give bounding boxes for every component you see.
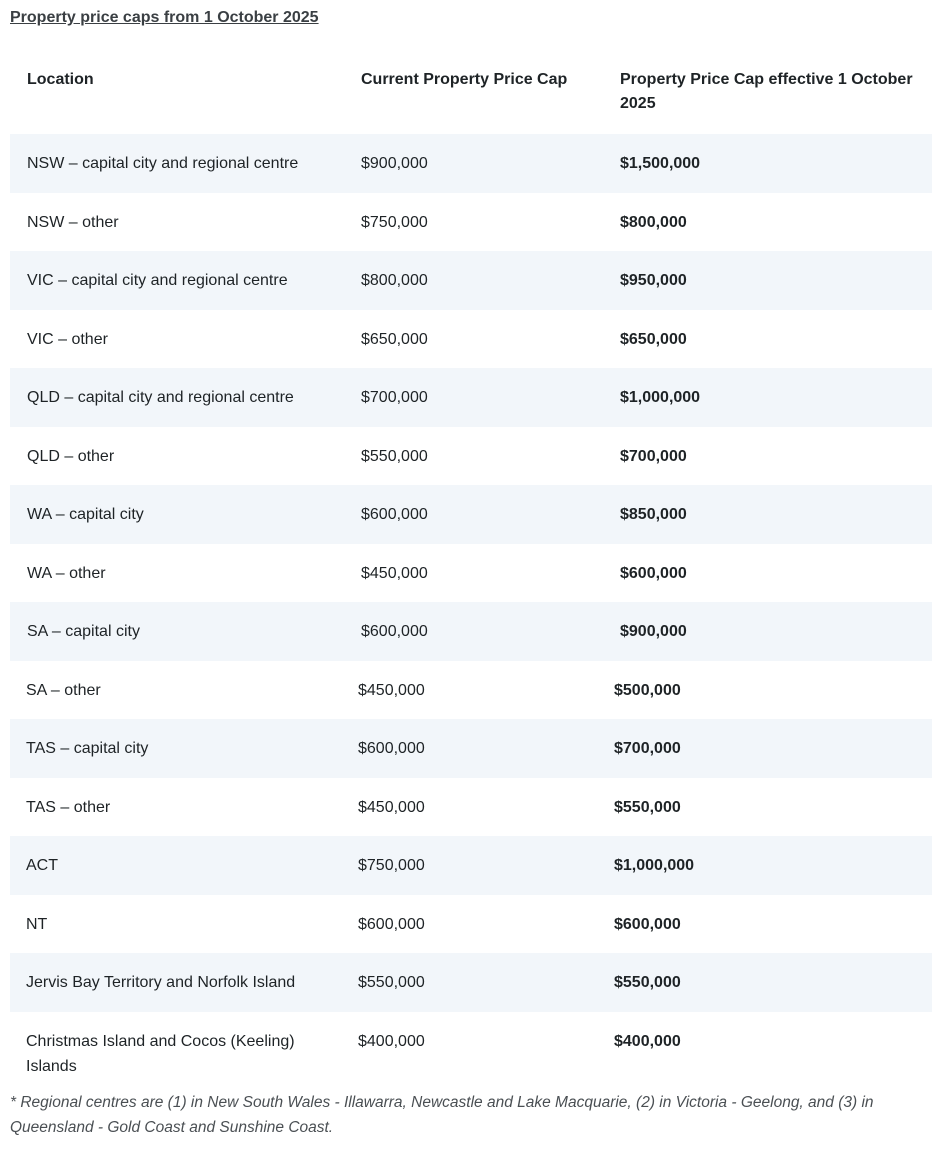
- effective-cap-cell: $600,000: [614, 915, 681, 933]
- effective-cap-cell: $700,000: [620, 447, 687, 465]
- location-cell: ACT: [26, 857, 58, 874]
- table-row: [10, 485, 932, 544]
- table-row: [10, 368, 932, 427]
- effective-cap-cell: $600,000: [620, 564, 687, 582]
- location-cell: VIC – capital city and regional centre: [27, 272, 288, 289]
- location-cell: QLD – capital city and regional centre: [27, 389, 294, 406]
- current-cap-cell: $450,000: [358, 798, 425, 816]
- table-row: [10, 251, 932, 310]
- regional-centres-footnote: * Regional centres are (1) in New South Wales - Illawarra, Newcastle and Lake Macquarie, (2) in Victoria - Geelong, and (3) in Queensland - Gold Coast and Sunshine Coast.: [10, 1094, 874, 1136]
- header-current-cap: Current Property Price Cap: [361, 71, 568, 88]
- table-row: [10, 895, 932, 954]
- location-cell: VIC – other: [27, 330, 108, 348]
- page-title-link[interactable]: Property price caps from 1 October 2025: [10, 9, 319, 26]
- table-row: [10, 544, 932, 603]
- effective-cap-cell: $850,000: [620, 506, 687, 523]
- header-location: Location: [27, 71, 94, 88]
- current-cap-cell: $650,000: [361, 330, 428, 348]
- location-cell: TAS – other: [26, 798, 111, 816]
- effective-cap-cell: $1,000,000: [614, 857, 695, 874]
- current-cap-cell: $450,000: [358, 681, 425, 699]
- effective-cap-cell: $700,000: [614, 740, 681, 757]
- effective-cap-cell: $950,000: [620, 272, 687, 289]
- effective-cap-cell: $900,000: [620, 623, 687, 640]
- current-cap-cell: $750,000: [358, 857, 425, 874]
- location-cell: WA – other: [27, 564, 106, 582]
- effective-cap-cell: $400,000: [614, 1032, 681, 1050]
- location-cell: WA – capital city: [27, 506, 144, 523]
- current-cap-cell: $600,000: [358, 740, 425, 757]
- effective-cap-cell: $1,000,000: [620, 389, 701, 406]
- current-cap-cell: $400,000: [358, 1032, 425, 1050]
- current-cap-cell: $800,000: [361, 272, 428, 289]
- table-row: [10, 310, 932, 369]
- location-cell: NSW – capital city and regional centre: [27, 155, 299, 172]
- table-row: [10, 953, 932, 1012]
- location-cell: QLD – other: [27, 447, 115, 465]
- table-row: [10, 427, 932, 486]
- location-cell: Jervis Bay Territory and Norfolk Island: [26, 974, 296, 991]
- current-cap-cell: $600,000: [361, 623, 428, 640]
- effective-cap-cell: $650,000: [620, 330, 687, 348]
- header-effective-cap: Property Price Cap effective 1 October 2025: [620, 71, 913, 112]
- effective-cap-cell: $550,000: [614, 974, 681, 991]
- table-row: [10, 836, 932, 895]
- table-row: [10, 1012, 932, 1088]
- effective-cap-cell: $800,000: [620, 213, 687, 231]
- table-row: [10, 778, 932, 837]
- location-cell: TAS – capital city: [26, 740, 149, 757]
- effective-cap-cell: $550,000: [614, 798, 681, 816]
- effective-cap-cell: $500,000: [614, 681, 681, 699]
- current-cap-cell: $600,000: [358, 915, 425, 933]
- location-cell: SA – capital city: [27, 623, 140, 640]
- current-cap-cell: $750,000: [361, 213, 428, 231]
- table-row: [10, 602, 932, 661]
- table-row: [10, 134, 932, 193]
- location-cell: NSW – other: [27, 213, 119, 231]
- location-cell: NT: [26, 915, 48, 933]
- location-cell: SA – other: [26, 681, 101, 699]
- table-header: [10, 60, 932, 134]
- current-cap-cell: $550,000: [358, 974, 425, 991]
- current-cap-cell: $700,000: [361, 389, 428, 406]
- table-row: [10, 661, 932, 720]
- current-cap-cell: $900,000: [361, 155, 428, 172]
- table-row: [10, 719, 932, 778]
- effective-cap-cell: $1,500,000: [620, 155, 701, 172]
- table-row: [10, 193, 932, 252]
- current-cap-cell: $450,000: [361, 564, 428, 582]
- current-cap-cell: $550,000: [361, 447, 428, 465]
- location-cell: Christmas Island and Cocos (Keeling) Islands: [26, 1032, 295, 1075]
- price-cap-table: [10, 60, 932, 1088]
- current-cap-cell: $600,000: [361, 506, 428, 523]
